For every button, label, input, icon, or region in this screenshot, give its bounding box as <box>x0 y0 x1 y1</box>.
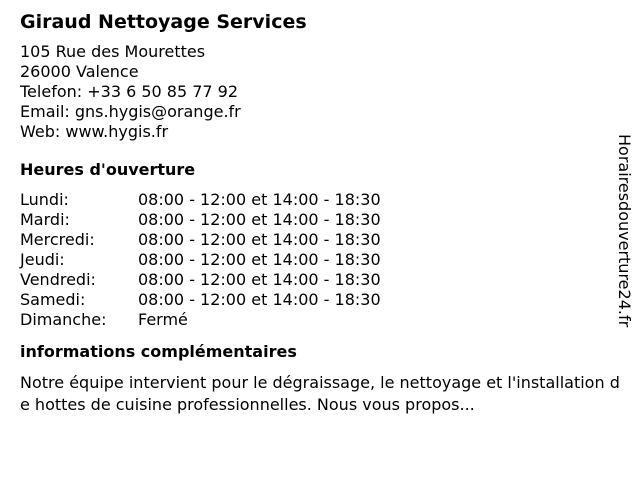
hours-row-tuesday <box>20 210 610 230</box>
hours-value: 08:00 - 12:00 et 14:00 - 18:30 <box>138 250 381 269</box>
hours-value: 08:00 - 12:00 et 14:00 - 18:30 <box>138 290 381 309</box>
business-info <box>20 10 620 416</box>
hours-value: Fermé <box>138 310 188 329</box>
hours-row-wednesday <box>20 230 610 250</box>
address-line-1: 105 Rue des Mourettes <box>20 42 206 61</box>
hours-row-monday <box>20 190 610 210</box>
email: Email: gns.hygis@orange.fr <box>20 102 241 121</box>
day-label: Jeudi: <box>20 250 65 269</box>
hours-table <box>20 190 610 330</box>
day-label: Lundi: <box>20 190 69 209</box>
hours-value: 08:00 - 12:00 et 14:00 - 18:30 <box>138 210 381 229</box>
day-label: Vendredi: <box>20 270 96 289</box>
day-label: Samedi: <box>20 290 86 309</box>
hours-value: 08:00 - 12:00 et 14:00 - 18:30 <box>138 270 381 289</box>
info-title: informations complémentaires <box>20 342 297 361</box>
hours-row-sunday <box>20 310 610 330</box>
website: Web: www.hygis.fr <box>20 122 169 141</box>
info-description: Notre équipe intervient pour le dégraissage, le nettoyage et l'installation de hottes de cuisine professionnelles. Nous vous propos... <box>20 373 620 414</box>
business-name: Giraud Nettoyage Services <box>20 11 307 33</box>
phone: Telefon: +33 6 50 85 77 92 <box>20 82 239 101</box>
hours-title: Heures d'ouverture <box>20 160 196 179</box>
hours-row-friday <box>20 270 610 290</box>
hours-row-saturday <box>20 290 610 310</box>
hours-value: 08:00 - 12:00 et 14:00 - 18:30 <box>138 190 381 209</box>
hours-value: 08:00 - 12:00 et 14:00 - 18:30 <box>138 230 381 249</box>
address-line-2: 26000 Valence <box>20 62 139 81</box>
site-watermark: Horairesdouverture24.fr <box>615 134 634 328</box>
day-label: Mercredi: <box>20 230 95 249</box>
day-label: Mardi: <box>20 210 70 229</box>
hours-row-thursday <box>20 250 610 270</box>
day-label: Dimanche: <box>20 310 107 329</box>
